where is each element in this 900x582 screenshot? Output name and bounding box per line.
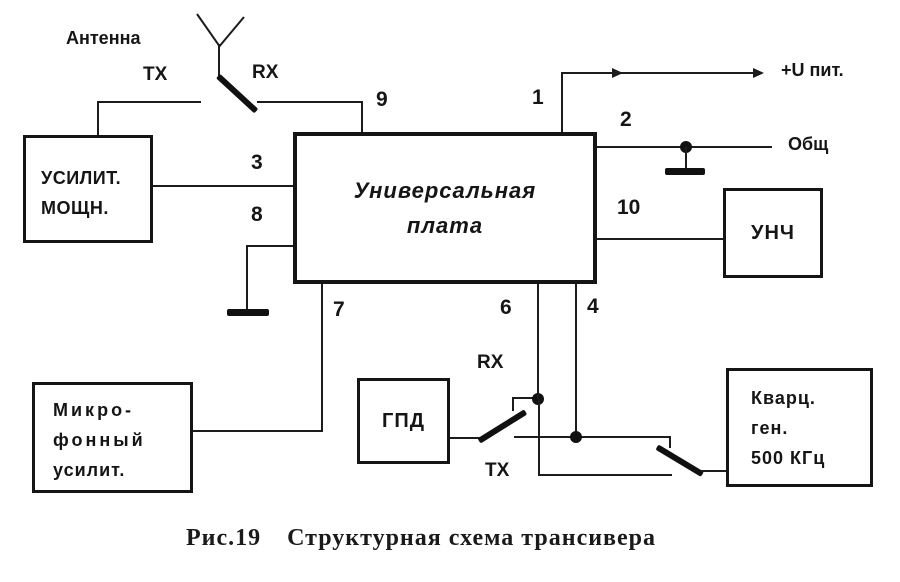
power-amp-block [23, 135, 153, 243]
wire-tx-antenna-drop [97, 101, 99, 136]
main-board-block [293, 132, 597, 284]
wire-pin7-drop [321, 284, 323, 432]
junction-dot-pin4 [570, 431, 582, 443]
figure-number: Рис.19 [186, 525, 262, 551]
wire-xtal-in [701, 470, 727, 472]
antenna-stem [218, 44, 220, 77]
tx-top-label: ТХ [143, 64, 168, 85]
ground-icon [227, 309, 269, 316]
pin1-label: 1 [532, 86, 544, 109]
wire-tx-path-v [538, 399, 540, 476]
arrow-icon-mid [612, 68, 623, 78]
power-amp-line1: УСИЛИТ. [41, 168, 122, 188]
crystal-osc-block [726, 368, 873, 487]
mic-amp-line1: Микро- [53, 400, 135, 420]
wire-rx-antenna [257, 101, 363, 103]
antenna-label: Антенна [66, 28, 141, 48]
pin3-label: 3 [251, 151, 263, 174]
pin9-label: 9 [376, 88, 388, 111]
pin8-label: 8 [251, 203, 263, 226]
figure-title: Структурная схема трансивера [287, 525, 657, 551]
tx-switch-label: ТХ [485, 460, 510, 481]
mic-amp-block [32, 382, 193, 493]
mic-amp-line3: усилит. [53, 460, 126, 480]
pin10-label: 10 [617, 196, 641, 219]
xtal-switch-blade [655, 444, 704, 476]
wire-pin8-drop [246, 245, 248, 311]
wire-xtal-contact [669, 436, 671, 448]
af-amp-block [723, 188, 823, 278]
vfo-label: ГПД [382, 409, 425, 432]
main-board-line2: плата [406, 213, 484, 238]
wire-pin9-drop [361, 101, 363, 134]
antenna-arm-left [196, 13, 221, 47]
wire-pin1-rise [561, 74, 563, 132]
wire-pin7 [192, 430, 323, 432]
af-amp-label: УНЧ [751, 221, 795, 244]
rx-switch-label: RX [477, 352, 504, 373]
wire-rx-contact-v [512, 397, 514, 411]
vfo-block [357, 378, 450, 464]
wire-pin10 [597, 238, 723, 240]
wire-pin8 [247, 245, 294, 247]
crystal-osc-line3: 500 КГц [751, 448, 826, 468]
figure-caption [186, 525, 656, 552]
pin6-label: 6 [500, 296, 512, 319]
mic-amp-line2: фонный [53, 430, 146, 450]
rx-top-label: RX [252, 62, 279, 83]
pin7-label: 7 [333, 298, 345, 321]
u-power-label: +U пит. [781, 60, 844, 80]
common-label: Общ [788, 134, 829, 154]
mode-switch-blade [477, 409, 527, 443]
pin4-label: 4 [587, 295, 599, 318]
crystal-osc-line1: Кварц. [751, 388, 816, 408]
wire-tx-path-h [538, 474, 672, 476]
main-board-line1: Универсальная [353, 178, 537, 203]
power-amp-line2: МОЩН. [41, 198, 109, 218]
wire-pin6-drop [537, 284, 539, 399]
pin2-label: 2 [620, 108, 632, 131]
wire-pin1 [561, 72, 761, 74]
wire-tx-antenna [99, 101, 201, 103]
antenna-arm-right [218, 16, 245, 47]
wire-pin4-drop [575, 284, 577, 438]
arrow-icon-upower [753, 68, 764, 78]
wire-pin3 [153, 185, 294, 187]
ground-icon-common [665, 168, 705, 175]
crystal-osc-line2: ген. [751, 418, 789, 438]
